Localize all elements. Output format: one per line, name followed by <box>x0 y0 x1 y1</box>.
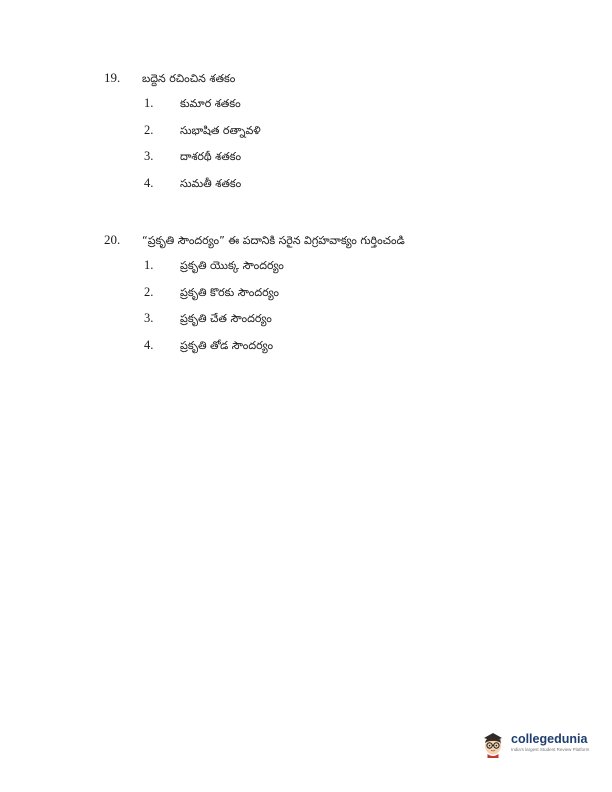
option-number: 4. <box>144 175 154 190</box>
question-19 <box>104 70 584 202</box>
option-item <box>144 96 584 123</box>
brand-text <box>511 733 589 753</box>
option-list <box>144 258 584 364</box>
option-text: ప్రకృతి యొక్క సౌందర్యం <box>180 259 284 272</box>
question-text: “ప్రకృతి సౌందర్యం” ఈ పదానికి సరైన విగ్రహవాక్యం గుర్తించండి <box>142 234 405 247</box>
option-text: ప్రకృతి కొరకు సౌందర్యం <box>180 285 280 299</box>
option-number: 4. <box>144 337 154 352</box>
option-item <box>144 285 584 312</box>
option-item <box>144 149 584 176</box>
question-text: బద్దెన రచించిన శతకం <box>142 72 236 85</box>
option-text: సుభాషిత రత్నావళి <box>180 123 261 137</box>
option-number: 2. <box>144 284 154 299</box>
option-number: 2. <box>144 122 154 137</box>
question-number: 20. <box>104 232 121 247</box>
question-header <box>104 70 584 87</box>
brand-name: collegedunia <box>511 732 588 746</box>
graduate-mascot-icon <box>478 728 508 758</box>
collegedunia-branding <box>478 728 589 758</box>
option-number: 3. <box>144 149 154 163</box>
option-number: 1. <box>144 258 154 272</box>
question-header <box>104 232 584 249</box>
option-list <box>144 96 584 202</box>
option-item <box>144 338 584 365</box>
option-item <box>144 258 584 285</box>
option-item <box>144 176 584 203</box>
question-number: 19. <box>104 70 121 85</box>
option-text: ప్రకృతి తోడ సౌందర్యం <box>180 338 274 352</box>
option-text: సుమతీ శతకం <box>180 176 242 190</box>
brand-tagline: India's largest Student Review Platform <box>511 747 590 752</box>
option-item <box>144 123 584 150</box>
option-text: కుమార శతకం <box>180 97 241 110</box>
option-number: 1. <box>144 96 154 110</box>
option-item <box>144 311 584 338</box>
question-20 <box>104 232 584 364</box>
option-number: 3. <box>144 311 154 325</box>
option-text: ప్రకృతి చేత సౌందర్యం <box>180 312 272 325</box>
option-text: దాశరథీ శతకం <box>180 150 242 163</box>
